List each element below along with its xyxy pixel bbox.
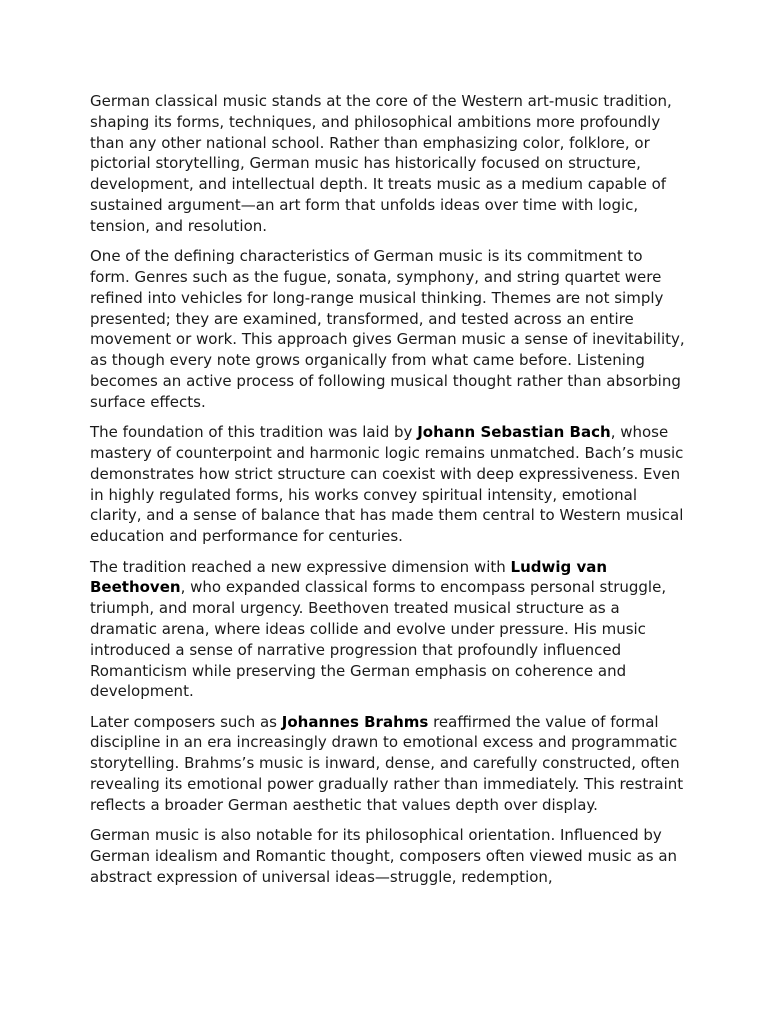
paragraph-philosophy [90, 825, 686, 887]
paragraph-text: , whose mastery of counterpoint and harmonic logic remains unmatched. Bach’s music demonstrates how strict structure can coexist with deep expressiveness. Even in highly regulated forms, his works convey spiritual intensity, emotional clarity, and a sense of balance that has made them central to Western musical education and performance for centuries. [90, 423, 684, 546]
paragraph-form [90, 246, 686, 412]
composer-name-brahms: Johannes Brahms [281, 712, 429, 731]
paragraph-beethoven [90, 557, 686, 703]
paragraph-text: , who expanded classical forms to encompass personal struggle, triumph, and moral urgency. Beethoven treated musical structure as a dramatic arena, where ideas collide and evolve under pressure. His music introduced a sense of narrative progression that profoundly influenced Romanticism while preserving the German emphasis on coherence and development. [90, 578, 667, 701]
composer-name-bach: Johann Sebastian Bach [417, 423, 611, 442]
composer-name-beethoven: Ludwig van Beethoven [90, 557, 608, 597]
paragraph-text: The tradition reached a new expressive dimension with [90, 557, 511, 576]
paragraph-text: reaffirmed the value of formal discipline in an era increasingly drawn to emotional excess and programmatic storytelling. Brahms’s music is inward, dense, and carefully constructed, often revealing its emotional power gradually rather than immediately. This restraint reflects a broader German aesthetic that values depth over display. [90, 712, 684, 814]
paragraph-bach [90, 422, 686, 547]
paragraph-text: German music is also notable for its philosophical orientation. Influenced by German idealism and Romantic thought, composers often viewed music as an abstract expression of universal ideas—struggle, redemption, [90, 826, 678, 886]
paragraph-text: Later composers such as [90, 712, 282, 731]
paragraph-text: The foundation of this tradition was laid by [90, 423, 418, 442]
paragraph-text: German classical music stands at the core of the Western art-music tradition, shaping its forms, techniques, and philosophical ambitions more profoundly than any other national school. Rather than emphasizing color, folklore, or pictorial storytelling, German music has historically focused on structure, development, and intellectual depth. It treats music as a medium capable of sustained argument—an art form that unfolds ideas over time with logic, tension, and resolution. [90, 92, 672, 235]
paragraph-text: One of the defining characteristics of German music is its commitment to form. Genres such as the fugue, sonata, symphony, and string quartet were refined into vehicles for long-range musical thinking. Themes are not simply presented; they are examined, transformed, and tested across an entire movement or work. This approach gives German music a sense of inevitability, as though every note grows organically from what came before. Listening becomes an active process of following musical thought rather than absorbing surface effects. [90, 247, 685, 411]
paragraph-brahms [90, 712, 686, 816]
paragraph-intro [90, 91, 686, 237]
document-body [90, 91, 686, 897]
